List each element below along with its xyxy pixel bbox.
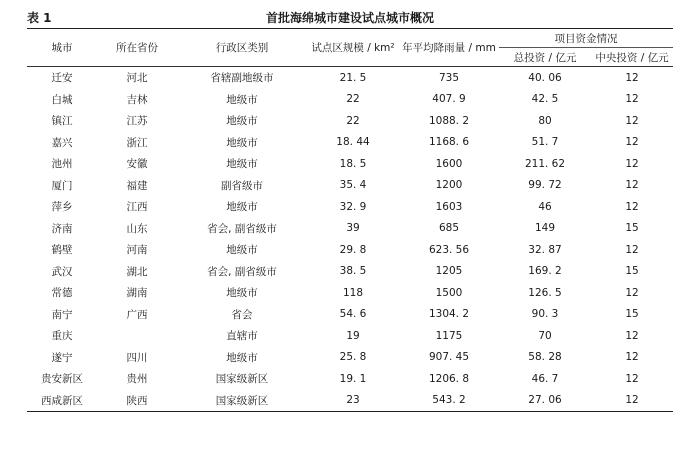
cell-area: 19. 1 <box>339 372 367 385</box>
cell-central-investment: 12 <box>625 114 639 127</box>
cell-admin-type: 地级市 <box>226 93 258 106</box>
cell-central-investment: 12 <box>625 136 639 149</box>
cell-admin-type: 地级市 <box>226 244 258 257</box>
cell-rainfall: 685 <box>438 222 460 235</box>
cell-total-investment: 32. 87 <box>528 243 562 256</box>
cell-area: 25. 8 <box>339 351 367 364</box>
cell-central-investment: 12 <box>625 243 639 256</box>
cell-area: 118 <box>342 286 364 299</box>
table-body <box>27 67 673 412</box>
cell-area: 54. 6 <box>339 308 367 321</box>
cell-central-investment: 12 <box>625 157 639 170</box>
cell-central-investment: 15 <box>625 222 639 235</box>
cell-central-investment: 12 <box>625 329 639 342</box>
cell-province: 浙江 <box>126 136 148 149</box>
table-row <box>27 153 673 175</box>
table-row <box>27 67 673 89</box>
cell-admin-type: 省会, 副省级市 <box>207 265 277 278</box>
cell-admin-type: 地级市 <box>226 201 258 214</box>
cell-area: 19 <box>346 329 360 342</box>
cell-area: 35. 4 <box>339 179 367 192</box>
table-title: 首批海绵城市建设试点城市概况 <box>265 11 434 25</box>
header-central-investment: 中央投资 / 亿元 <box>591 48 673 67</box>
cell-city: 迁安 <box>51 72 73 85</box>
header-area: 试点区规模 / km² <box>307 29 399 67</box>
cell-rainfall: 1205 <box>435 265 463 278</box>
cell-admin-type: 国家级新区 <box>177 390 307 412</box>
cell-province: 四川 <box>126 351 148 364</box>
cell-total-investment: 169. 2 <box>528 265 562 278</box>
cell-total-investment: 126. 5 <box>528 286 562 299</box>
cell-admin-type: 地级市 <box>226 136 258 149</box>
cell-area: 22 <box>346 114 360 127</box>
cell-total-investment: 99. 72 <box>528 179 562 192</box>
cell-city: 南宁 <box>51 308 73 321</box>
cell-area: 38. 5 <box>339 265 367 278</box>
cell-city: 重庆 <box>51 330 73 343</box>
cell-admin-type: 地级市 <box>226 158 258 171</box>
cell-central-investment: 12 <box>625 200 639 213</box>
pilot-cities-table <box>27 28 673 412</box>
cell-total-investment: 27. 06 <box>499 390 591 412</box>
table-row <box>27 368 673 390</box>
cell-total-investment: 42. 5 <box>531 93 559 106</box>
cell-admin-type: 地级市 <box>226 115 258 128</box>
cell-rainfall: 1168. 6 <box>428 136 470 149</box>
header-province: 所在省份 <box>97 29 177 67</box>
cell-area: 22 <box>346 93 360 106</box>
cell-total-investment: 40. 06 <box>528 71 562 84</box>
table-row <box>27 347 673 369</box>
cell-province: 江西 <box>126 201 148 214</box>
table-row <box>27 110 673 132</box>
cell-city: 贵安新区 <box>41 373 83 386</box>
cell-central-investment: 12 <box>625 351 639 364</box>
table-row <box>27 282 673 304</box>
cell-rainfall: 1603 <box>435 200 463 213</box>
table-row <box>27 218 673 240</box>
cell-total-investment: 58. 28 <box>528 351 562 364</box>
cell-city: 鹤壁 <box>51 244 73 257</box>
cell-central-investment: 12 <box>591 390 673 412</box>
cell-city: 池州 <box>51 158 73 171</box>
cell-rainfall: 407. 9 <box>432 93 466 106</box>
table-row <box>27 261 673 283</box>
cell-admin-type: 国家级新区 <box>215 373 269 386</box>
cell-area: 29. 8 <box>339 243 367 256</box>
cell-province <box>97 325 177 347</box>
cell-rainfall: 1088. 2 <box>428 114 470 127</box>
cell-admin-type: 直辖市 <box>226 330 258 343</box>
table-row <box>27 239 673 261</box>
cell-rainfall: 1304. 2 <box>428 308 470 321</box>
cell-province: 湖南 <box>126 287 148 300</box>
cell-province: 福建 <box>126 179 148 192</box>
header-funding-group: 项目资金情况 <box>499 29 673 48</box>
cell-province: 陕西 <box>97 390 177 412</box>
table-row <box>27 132 673 154</box>
cell-area: 21. 5 <box>339 71 367 84</box>
cell-city: 厦门 <box>51 179 73 192</box>
cell-central-investment: 15 <box>625 308 639 321</box>
cell-rainfall: 735 <box>438 71 460 84</box>
cell-central-investment: 12 <box>625 71 639 84</box>
cell-rainfall: 1500 <box>435 286 463 299</box>
cell-rainfall: 1200 <box>435 179 463 192</box>
cell-central-investment: 12 <box>625 286 639 299</box>
cell-province: 湖北 <box>126 265 148 278</box>
cell-rainfall: 543. 2 <box>399 390 499 412</box>
cell-central-investment: 15 <box>625 265 639 278</box>
cell-total-investment: 211. 62 <box>524 157 566 170</box>
cell-city: 遂宁 <box>51 351 73 364</box>
cell-area: 32. 9 <box>339 200 367 213</box>
cell-city: 嘉兴 <box>51 136 73 149</box>
header-admin-type: 行政区类别 <box>177 29 307 67</box>
cell-total-investment: 149 <box>534 222 556 235</box>
table-row <box>27 390 673 412</box>
table-row <box>27 304 673 326</box>
cell-rainfall: 623. 56 <box>428 243 470 256</box>
cell-city: 常德 <box>51 287 73 300</box>
cell-province: 河南 <box>126 244 148 257</box>
cell-city: 镇江 <box>51 115 73 128</box>
cell-rainfall: 1600 <box>435 157 463 170</box>
cell-total-investment: 90. 3 <box>531 308 559 321</box>
cell-province: 贵州 <box>126 373 148 386</box>
cell-admin-type: 省会, 副省级市 <box>207 222 277 235</box>
cell-admin-type: 地级市 <box>226 351 258 364</box>
table-row <box>27 89 673 111</box>
cell-province: 广西 <box>126 308 148 321</box>
cell-area: 39 <box>346 222 360 235</box>
cell-central-investment: 12 <box>625 179 639 192</box>
cell-admin-type: 副省级市 <box>221 179 263 192</box>
cell-area: 18. 44 <box>336 136 370 149</box>
cell-province: 安徽 <box>126 158 148 171</box>
cell-city: 萍乡 <box>51 201 73 214</box>
cell-city: 白城 <box>51 93 73 106</box>
cell-province: 山东 <box>126 222 148 235</box>
cell-total-investment: 51. 7 <box>531 136 559 149</box>
header-city: 城市 <box>27 29 97 67</box>
cell-city: 武汉 <box>51 265 73 278</box>
table-row <box>27 196 673 218</box>
cell-central-investment: 12 <box>625 372 639 385</box>
cell-area: 23 <box>307 390 399 412</box>
header-rainfall: 年平均降雨量 / mm <box>399 29 499 67</box>
cell-province: 江苏 <box>126 115 148 128</box>
cell-province: 吉林 <box>126 93 148 106</box>
table-row <box>27 175 673 197</box>
table-caption <box>27 8 673 28</box>
cell-admin-type: 省会 <box>231 308 253 321</box>
cell-province: 河北 <box>126 72 148 85</box>
cell-city: 济南 <box>51 222 73 235</box>
cell-rainfall: 907. 45 <box>428 351 470 364</box>
cell-total-investment: 46. 7 <box>531 372 559 385</box>
table-label: 表 1 <box>27 11 52 25</box>
cell-admin-type: 省辖副地级市 <box>210 72 274 85</box>
cell-total-investment: 80 <box>538 114 552 127</box>
cell-rainfall: 1175 <box>435 329 463 342</box>
cell-admin-type: 地级市 <box>226 287 258 300</box>
cell-central-investment: 12 <box>625 93 639 106</box>
header-total-investment: 总投资 / 亿元 <box>499 48 591 67</box>
cell-city: 西咸新区 <box>27 390 97 412</box>
cell-rainfall: 1206. 8 <box>428 372 470 385</box>
table-row <box>27 325 673 347</box>
cell-total-investment: 70 <box>538 329 552 342</box>
cell-area: 18. 5 <box>339 157 367 170</box>
cell-total-investment: 46 <box>538 200 552 213</box>
